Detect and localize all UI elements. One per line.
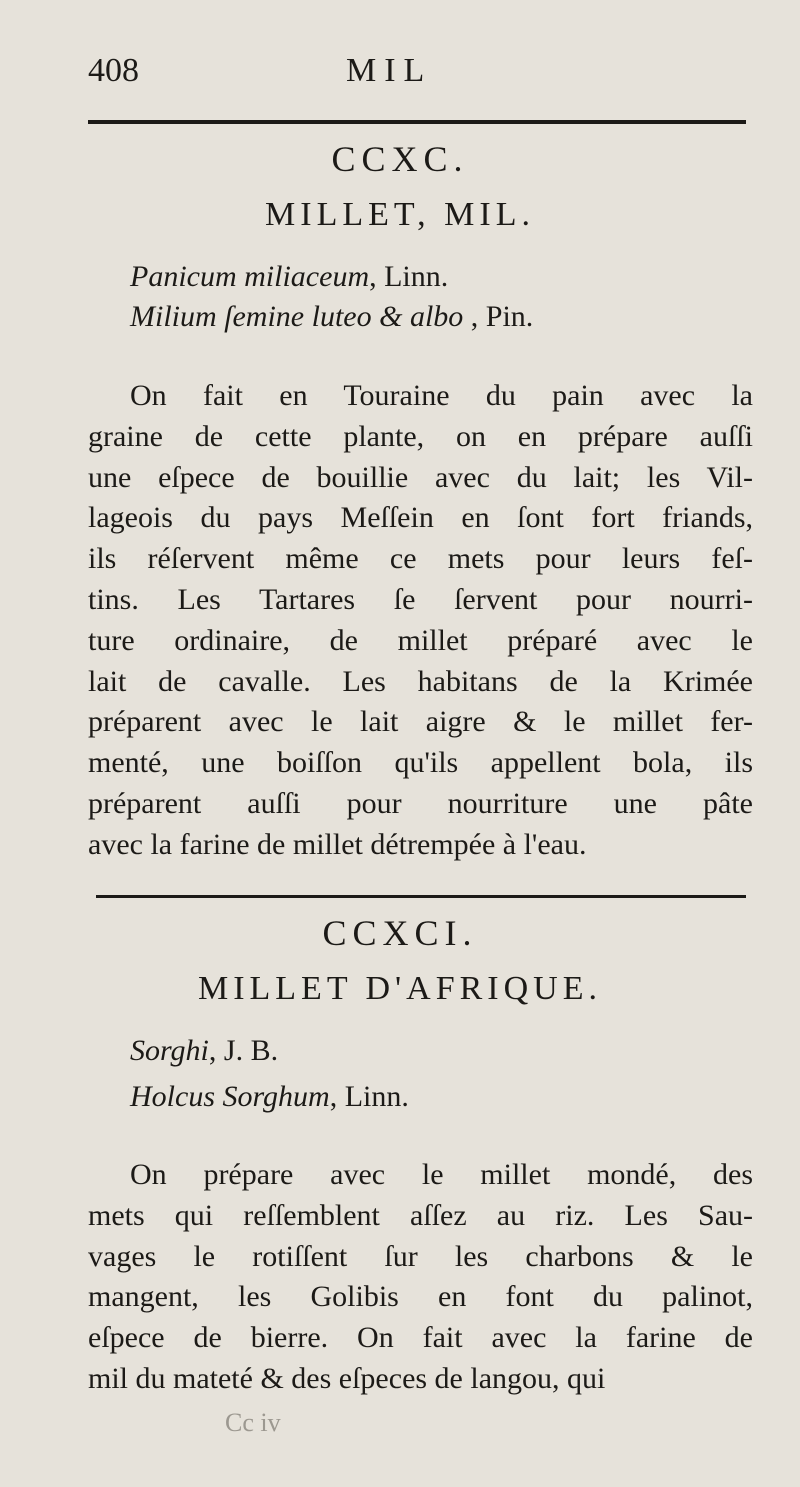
text-line: graine de cette plante, on en prépare auſſi [88, 419, 753, 453]
section-number: CCXC. [331, 139, 469, 179]
synonym-author: , Pin. [463, 300, 534, 333]
text-line: eſpece de bierre. On fait avec la farine de [88, 1321, 753, 1355]
synonym-author: , J. B. [208, 1034, 279, 1067]
running-title: MIL [346, 52, 433, 89]
synonym-author: , Linn. [369, 260, 449, 293]
text-line: préparent avec le lait aigre & le millet fer- [88, 705, 753, 739]
text-line: avec la farine de millet détrempée à l'eau. [88, 827, 587, 861]
text-line: mil du mateté & des eſpeces de langou, qui [88, 1361, 606, 1395]
synonym-latin: Panicum miliaceum [130, 260, 370, 293]
section-rule [96, 895, 746, 898]
section-title: MILLET D'AFRIQUE. [197, 970, 603, 1007]
section-body [88, 376, 753, 866]
text-line: tins. Les Tartares ſe ſervent pour nourri- [88, 582, 753, 616]
synonym-line [130, 1034, 278, 1068]
synonym-author: , Linn. [329, 1080, 409, 1113]
synonym-line [130, 300, 533, 334]
running-head [88, 52, 740, 102]
section-number: CCXCI. [322, 913, 478, 953]
text-line: menté, une boiſſon qu'ils appellent bola, ils [88, 746, 753, 780]
synonym-latin: Milium ſemine luteo & albo [130, 300, 464, 333]
signature-mark: Cc iv [225, 1408, 281, 1437]
text-line: une eſpece de bouillie avec du lait; les Vil- [88, 460, 753, 494]
page-number: 408 [88, 52, 139, 89]
text-line: ture ordinaire, de millet préparé avec le [88, 623, 753, 657]
section-title: MILLET, MIL. [265, 196, 535, 233]
text-line: lageois du pays Meſſein en ſont fort friands, [88, 501, 753, 535]
text-line: vages le rotiſſent ſur les charbons & le [88, 1239, 753, 1273]
header-rule [88, 120, 746, 124]
section-body [88, 1155, 753, 1400]
synonym-line [130, 1080, 409, 1114]
text-line: On prépare avec le millet mondé, des [130, 1158, 753, 1191]
text-line: mangent, les Golibis en font du palinot, [88, 1280, 753, 1314]
text-line: ils réſervent même ce mets pour leurs feſ- [88, 542, 753, 576]
synonym-line [130, 260, 448, 294]
text-line: préparent auſſi pour nourriture une pâte [88, 786, 753, 820]
synonym-latin: Sorghi [130, 1034, 209, 1067]
text-line: On fait en Touraine du pain avec la [130, 379, 753, 412]
synonym-latin: Holcus Sorghum [130, 1080, 330, 1113]
text-line: lait de cavalle. Les habitans de la Krimée [88, 664, 753, 698]
text-line: mets qui reſſemblent aſſez au riz. Les Sau- [88, 1198, 753, 1232]
